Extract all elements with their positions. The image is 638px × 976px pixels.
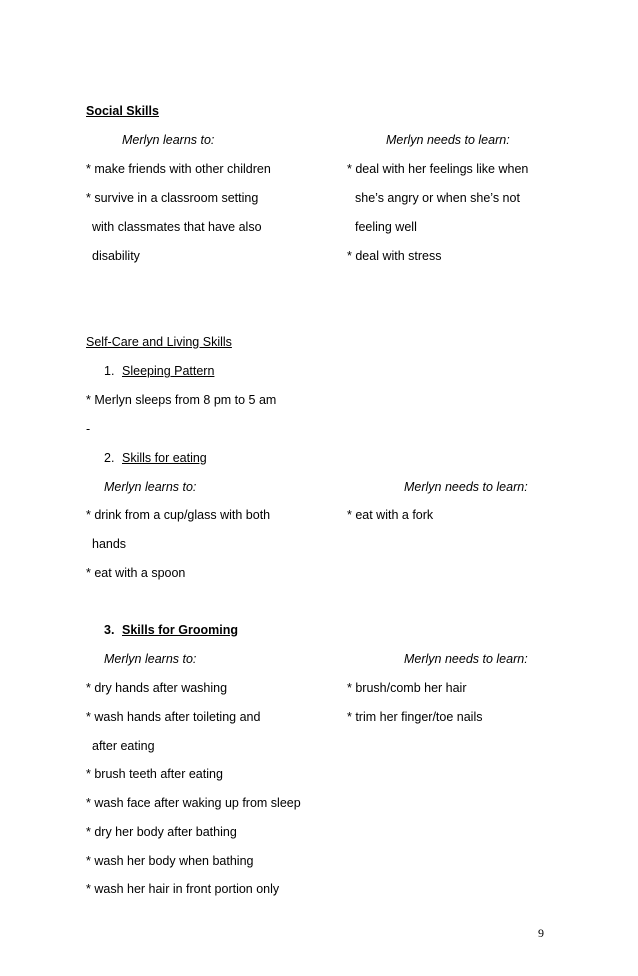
grooming-learns-item: * dry her body after bathing: [86, 825, 237, 839]
eating-learns-item: * eat with a spoon: [86, 566, 186, 580]
eating-needs-header: Merlyn needs to learn:: [404, 480, 528, 494]
eating-number: 2.: [104, 451, 115, 465]
grooming-needs-item: * trim her finger/toe nails: [347, 710, 483, 724]
section-heading-social-skills: Social Skills: [86, 104, 159, 118]
social-needs-item: * deal with stress: [347, 249, 442, 263]
eating-learns-item: hands: [92, 537, 127, 551]
stray-dash: -: [86, 422, 91, 436]
grooming-needs-item: * brush/comb her hair: [347, 681, 467, 695]
grooming-needs-header: Merlyn needs to learn:: [404, 652, 528, 666]
social-needs-item: feeling well: [355, 220, 417, 234]
page-number: 9: [538, 926, 544, 940]
social-needs-item: she’s angry or when she’s not: [355, 191, 520, 205]
social-needs-item: * deal with her feelings like when: [347, 162, 529, 176]
social-learns-item: * make friends with other children: [86, 162, 271, 176]
grooming-learns-item: * wash face after waking up from sleep: [86, 796, 301, 810]
grooming-learns-item: * brush teeth after eating: [86, 767, 223, 781]
eating-learns-header: Merlyn learns to:: [104, 480, 197, 494]
grooming-learns-item: * dry hands after washing: [86, 681, 228, 695]
social-learns-header: Merlyn learns to:: [122, 133, 215, 147]
social-needs-header: Merlyn needs to learn:: [386, 133, 510, 147]
grooming-learns-header: Merlyn learns to:: [104, 652, 197, 666]
grooming-learns-item: * wash her body when bathing: [86, 854, 254, 868]
sleeping-number: 1.: [104, 364, 115, 378]
grooming-learns-item: * wash her hair in front portion only: [86, 882, 280, 896]
grooming-number: 3.: [104, 623, 115, 637]
eating-title: Skills for eating: [122, 451, 207, 465]
sleeping-title: Sleeping Pattern: [122, 364, 215, 378]
eating-needs-item: * eat with a fork: [347, 508, 434, 522]
grooming-learns-item: * wash hands after toileting and: [86, 710, 261, 724]
grooming-learns-item: after eating: [92, 739, 155, 753]
eating-learns-item: * drink from a cup/glass with both: [86, 508, 271, 522]
grooming-title: Skills for Grooming: [122, 623, 238, 637]
sleeping-line: * Merlyn sleeps from 8 pm to 5 am: [86, 393, 277, 407]
section-heading-self-care: Self-Care and Living Skills: [86, 335, 232, 349]
social-learns-item: disability: [92, 249, 140, 263]
social-learns-item: * survive in a classroom setting: [86, 191, 259, 205]
social-learns-item: with classmates that have also: [92, 220, 262, 234]
